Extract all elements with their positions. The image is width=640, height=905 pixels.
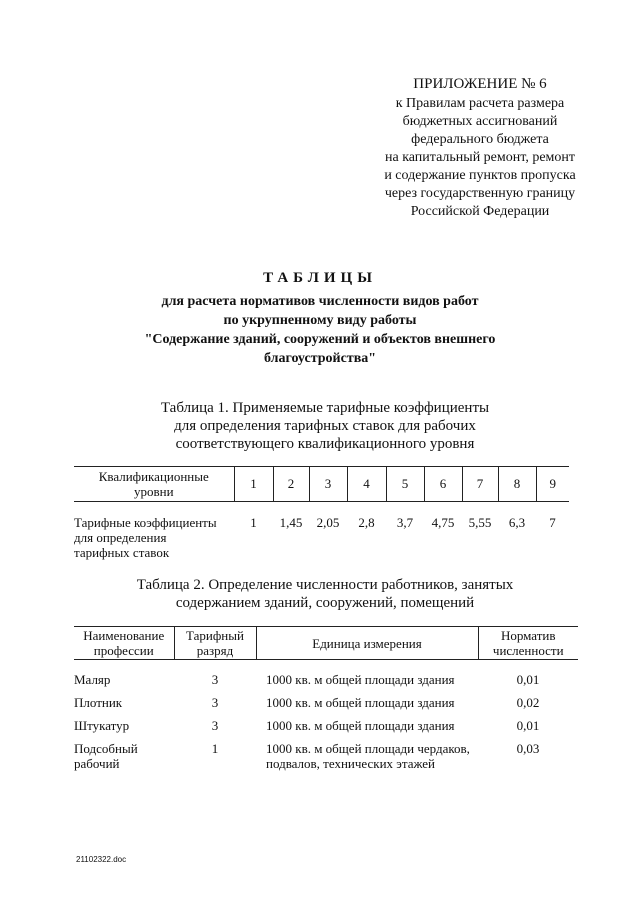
coefficient-cell: 3,7 bbox=[396, 515, 414, 530]
profession-cell bbox=[74, 741, 174, 771]
appendix-line: Российской Федерации bbox=[410, 204, 550, 219]
appendix-line: федерального бюджета bbox=[411, 132, 549, 147]
label-line: для определения bbox=[74, 530, 167, 545]
coefficient-cell: 4,75 bbox=[431, 515, 455, 530]
table-row bbox=[74, 718, 578, 741]
rank-cell: 3 bbox=[211, 695, 219, 710]
unit-header bbox=[256, 627, 478, 660]
subtitle-line: "Содержание зданий, сооружений и объектов внешнего bbox=[144, 332, 496, 347]
level-header: 4 bbox=[347, 467, 386, 502]
norm-cell: 0,01 bbox=[516, 672, 540, 687]
norm-cell: 0,03 bbox=[516, 741, 540, 756]
level-header: 3 bbox=[309, 467, 347, 502]
appendix-line: на капитальный ремонт, ремонт bbox=[384, 150, 575, 165]
appendix-line: через государственную границу bbox=[384, 186, 576, 201]
level-header: 5 bbox=[386, 467, 424, 502]
norm-cell: 0,02 bbox=[516, 695, 540, 710]
unit-cell bbox=[256, 741, 478, 771]
coefficient-cell: 1 bbox=[250, 515, 257, 530]
coefficient-cell: 2,05 bbox=[316, 515, 340, 530]
qualification-levels-header bbox=[74, 467, 234, 502]
appendix-title: ПРИЛОЖЕНИЕ № 6 bbox=[413, 76, 547, 92]
unit-cell: 1000 кв. м общей площади здания bbox=[266, 718, 455, 733]
caption-line: Таблица 2. Определение численности работников, занятых bbox=[136, 577, 514, 593]
level-header: 2 bbox=[273, 467, 309, 502]
level-header: 8 bbox=[498, 467, 536, 502]
subtitle-line: благоустройства" bbox=[263, 351, 377, 366]
page-title: ТАБЛИЦЫ bbox=[263, 270, 377, 286]
table-row bbox=[74, 741, 578, 771]
table1-data-row bbox=[74, 515, 569, 560]
caption-line: для определения тарифных ставок для рабочих bbox=[174, 418, 476, 434]
workforce-norms-table bbox=[74, 626, 578, 771]
table1-header-row bbox=[74, 467, 569, 502]
coefficient-cell: 7 bbox=[549, 515, 556, 530]
profession-cell: Штукатур bbox=[74, 718, 130, 733]
table-row bbox=[74, 672, 578, 695]
header-line: Квалификационные bbox=[98, 469, 209, 484]
cell-line: 1000 кв. м общей площади чердаков, bbox=[266, 741, 470, 756]
profession-header bbox=[74, 627, 174, 660]
coefficient-cell: 1,45 bbox=[279, 515, 303, 530]
profession-cell: Маляр bbox=[74, 672, 111, 687]
coefficient-cell: 5,55 bbox=[468, 515, 492, 530]
norm-header bbox=[478, 627, 578, 660]
level-header: 9 bbox=[536, 467, 569, 502]
caption-line: Таблица 1. Применяемые тарифные коэффициенты bbox=[160, 400, 490, 416]
tariff-coefficients-table bbox=[74, 466, 569, 560]
label-line: тарифных ставок bbox=[74, 545, 170, 560]
level-header: 7 bbox=[462, 467, 498, 502]
rank-cell: 3 bbox=[211, 672, 219, 687]
header-line: Норматив bbox=[500, 628, 556, 643]
header-line: уровни bbox=[133, 484, 174, 499]
rank-cell: 1 bbox=[211, 741, 219, 756]
rank-header bbox=[174, 627, 256, 660]
level-header: 6 bbox=[424, 467, 462, 502]
appendix-line: и содержание пунктов пропуска bbox=[384, 168, 576, 183]
subtitle-line: по укрупненному виду работы bbox=[223, 313, 417, 328]
cell-line: подвалов, технических этажей bbox=[266, 756, 436, 771]
cell-line: Подсобный bbox=[74, 741, 138, 756]
document-filename: 21102322.doc bbox=[76, 855, 127, 864]
page-subtitle bbox=[100, 292, 540, 368]
table1-caption bbox=[100, 399, 550, 453]
appendix-line: к Правилам расчета размера bbox=[395, 96, 565, 111]
unit-cell: 1000 кв. м общей площади здания bbox=[266, 672, 455, 687]
label-line: Тарифные коэффициенты bbox=[74, 515, 217, 530]
profession-cell: Плотник bbox=[74, 695, 123, 710]
rank-cell: 3 bbox=[211, 718, 219, 733]
header-line: разряд bbox=[196, 643, 234, 658]
header-line: профессии bbox=[93, 643, 154, 658]
appendix-block bbox=[330, 75, 630, 221]
cell-line: рабочий bbox=[74, 756, 120, 771]
table2-caption bbox=[100, 576, 550, 612]
norm-cell: 0,01 bbox=[516, 718, 540, 733]
header-line: Наименование bbox=[83, 628, 165, 643]
unit-cell: 1000 кв. м общей площади здания bbox=[266, 695, 455, 710]
caption-line: содержанием зданий, сооружений, помещений bbox=[175, 595, 475, 611]
subtitle-line: для расчета нормативов численности видов работ bbox=[161, 294, 479, 309]
table2-header-row bbox=[74, 627, 578, 660]
header-line: Единица измерения bbox=[312, 635, 422, 651]
caption-line: соответствующего квалификационного уровня bbox=[175, 436, 475, 452]
coefficient-cell: 6,3 bbox=[508, 515, 526, 530]
coefficient-cell: 2,8 bbox=[358, 515, 375, 530]
header-line: численности bbox=[492, 643, 564, 658]
table-row bbox=[74, 695, 578, 718]
appendix-line: бюджетных ассигнований bbox=[402, 114, 558, 129]
tariff-coefficients-label bbox=[74, 515, 234, 560]
level-header: 1 bbox=[234, 467, 273, 502]
header-line: Тарифный bbox=[186, 628, 244, 643]
